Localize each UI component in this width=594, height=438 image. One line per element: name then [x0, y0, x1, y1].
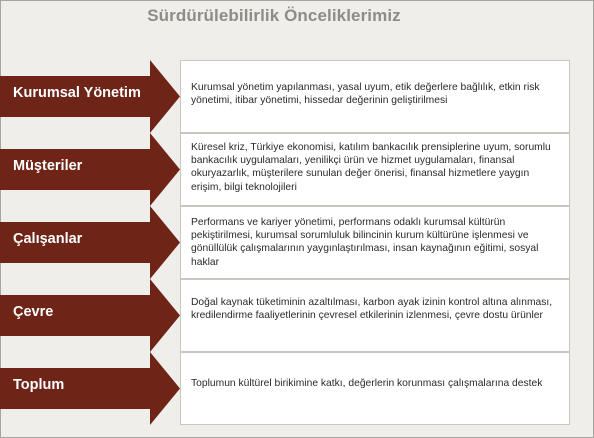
priority-label: Çevre — [13, 304, 54, 320]
priority-row-kurumsal-yonetim — [0, 60, 594, 133]
priority-description: Kurumsal yönetim yapılanması, yasal uyum, etik değerlere bağlılık, etkin risk yönetimi, itibar yönetimi, hissedar değerinin geliştirilmesi — [180, 60, 570, 133]
priority-description: Küresel kriz, Türkiye ekonomisi, katılım bankacılık prensiplerine uyum, sorumlu bankacılık uygulamaları, yenilikçi ürün ve hizmet uygulamaları, finansal okuryazarlık, müşterilere sunulan değer önerisi, finansal hizmetlere yaygın erişim, bilgi teknolojileri — [180, 133, 570, 206]
priority-label: Çalışanlar — [13, 231, 83, 247]
priority-row-calisanlar — [0, 206, 594, 279]
priority-row-musteriler — [0, 133, 594, 206]
priority-row-toplum — [0, 352, 594, 425]
priority-label: Toplum — [13, 377, 65, 393]
priority-description: Toplumun kültürel birikimine katkı, değerlerin korunması çalışmalarına destek — [180, 352, 570, 425]
priority-label: Müşteriler — [13, 158, 83, 174]
priority-description: Performans ve kariyer yönetimi, performans odaklı kurumsal kültürün pekiştirilmesi, kurumsal sorumluluk bilincinin kurum kültürüne işlenmesi ve gönüllülük çalışmalarının yaygınlaştırılması, insan kaynağının eğitimi, sosyal haklar — [180, 206, 570, 279]
priority-row-cevre — [0, 279, 594, 352]
priority-label: Kurumsal Yönetim — [13, 85, 141, 101]
diagram-title: Sürdürülebilirlik Önceliklerimiz — [147, 6, 401, 25]
priority-description: Doğal kaynak tüketiminin azaltılması, karbon ayak izinin kontrol altına alınması, kredilendirme faaliyetlerinin çevresel etkilerinin izlenmesi, çevre dostu ürünler — [180, 279, 570, 352]
